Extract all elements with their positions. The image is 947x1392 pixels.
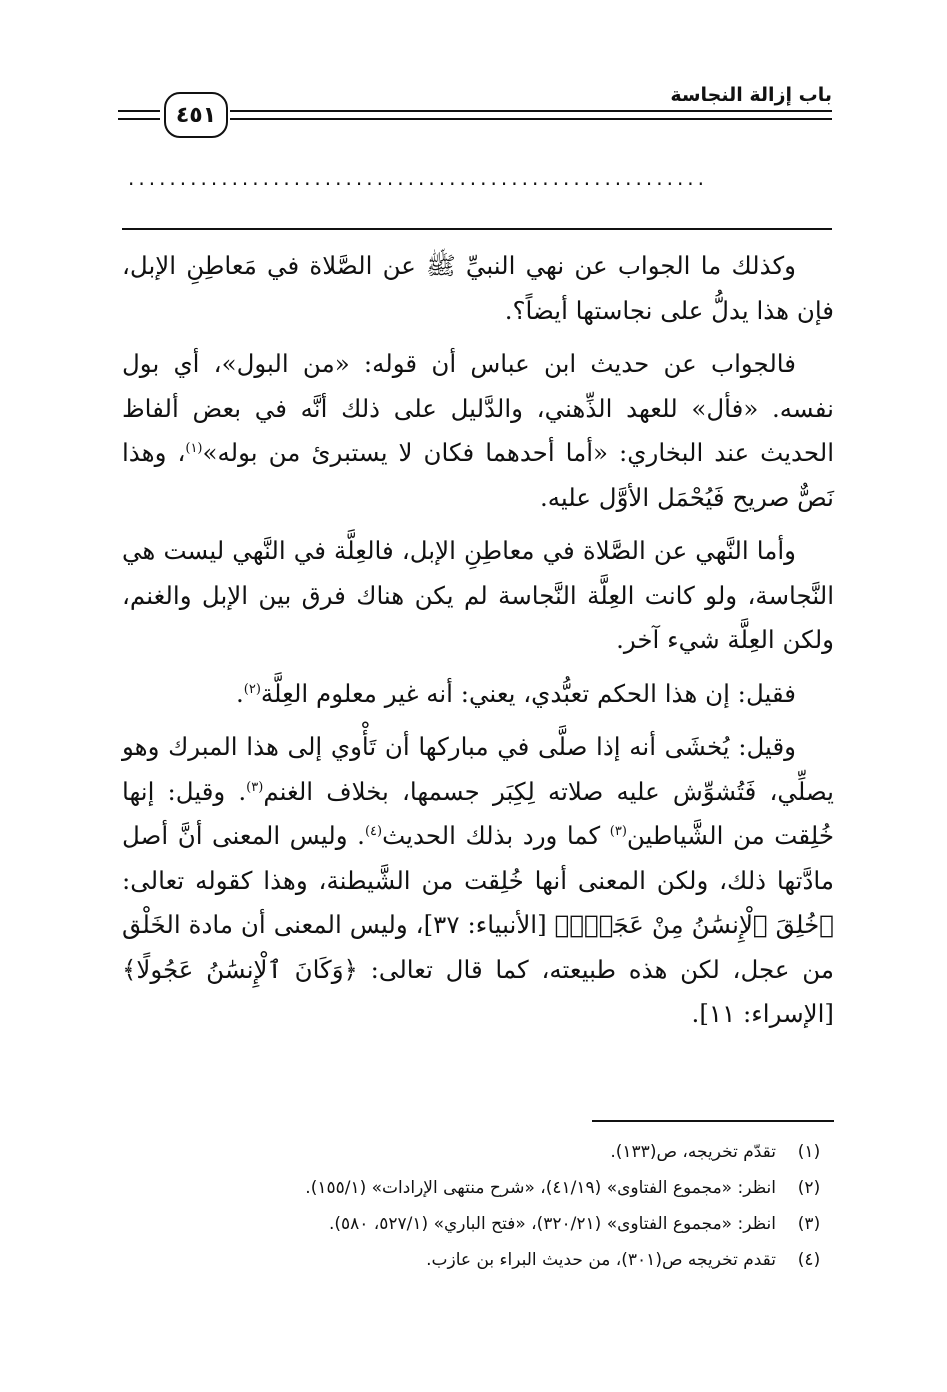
paragraph: وكذلك ما الجواب عن نهي النبيِّ ﷺ عن الصَّلاة في مَعاطِنِ الإبل، فإن هذا يدلُّ على نجاستها أيضاً؟.	[122, 251, 834, 325]
footnote-number: (٢)	[797, 1178, 821, 1198]
header-rule	[118, 110, 160, 112]
footnote-ref: (٣)	[246, 779, 264, 795]
footnote-text: تقدّم تخريجه، ص(١٣٣).	[610, 1142, 776, 1162]
paragraph: وقيل: يُخشَى أنه إذا صلَّى في مباركها أن تَأْوي إلى هذا المبرك وهو يصلِّي، فَتُشوِّش عليه صلاته لِكِبَر جسمها، بخلاف الغنم$^{(٣)}$. وقيل: إنها خُلِقت من الشَّياطين$^{(٣)}$ كما ورد بذلك الحديث$^{(٤)}$. وليس المعنى أنَّ أصل مادَّتها ذلك، ولكن المعنى أنها خُلِقت من الشَّيطنة، وهذا كقوله تعالى: ﴿خُلِقَ ٱلْإِنسَٰنُ مِنْ عَجَلٍۚ﴾ [الأنبياء: ٣٧]، وليس المعنى أن مادة الخَلْق من عجل، لكن هذه طبيعته، كما قال تعالى: ﴿وَكَانَ ٱلْإِنسَٰنُ عَجُولًا﴾ [الإسراء: ١١].	[122, 732, 834, 1028]
paragraph: فالجواب عن حديث ابن عباس أن قوله: «من البول»، أي بول نفسه. «فأل» للعهد الذِّهني، والدَّليل على ذلك أنَّه في بعض ألفاظ الحديث عند البخاري: «أما أحدهما فكان لا يستبرئ من بوله»$^{(١)}$، وهذا نَصٌّ صريح فَيُحْمَل الأوَّل عليه.	[122, 349, 834, 512]
footnote	[122, 1242, 834, 1278]
footnote-text: انظر: «مجموع الفتاوى» (٣٢٠/٢١)، «فتح الباري» (٥٢٧/١، ٥٨٠).	[328, 1214, 776, 1234]
page-number: ٤٥١	[164, 92, 228, 138]
main-text	[122, 244, 834, 1046]
footnote-ref: (١)	[185, 440, 203, 456]
footnote	[122, 1170, 834, 1206]
footnote-number: (٤)	[797, 1250, 821, 1270]
footnote-divider	[592, 1120, 834, 1122]
footnote-text: تقدم تخريجه ص(٣٠١)، من حديث البراء بن عازب.	[426, 1250, 776, 1270]
footnote-ref: (٣)	[609, 823, 627, 839]
footnote-ref: (٢)	[243, 681, 261, 697]
header-rule	[230, 118, 832, 120]
top-divider	[122, 228, 832, 230]
paragraph: فقيل: إن هذا الحكم تعبُّدي، يعني: أنه غير معلوم العِلَّة$^{(٢)}$.	[235, 678, 796, 708]
page-header	[118, 84, 832, 146]
footnote-text: انظر: «مجموع الفتاوى» (٤١/١٩)، «شرح منتهى الإرادات» (١٥٥/١).	[305, 1178, 776, 1198]
dotted-separator: ........................................................	[128, 168, 709, 188]
running-title: باب إزالة النجاسة	[670, 84, 832, 106]
footnote-number: (٣)	[797, 1214, 821, 1234]
header-rule	[118, 118, 160, 120]
footnote-ref: (٤)	[364, 823, 383, 839]
footnote	[122, 1206, 834, 1242]
footnote	[122, 1134, 834, 1170]
header-rule	[230, 110, 832, 112]
footnotes	[122, 1134, 834, 1278]
footnote-number: (١)	[797, 1142, 821, 1162]
paragraph: وأما النَّهي عن الصَّلاة في معاطِنِ الإبل، فالعِلَّة في النَّهي ليست هي النَّجاسة، ولو كانت العِلَّة النَّجاسة لم يكن هناك فرق بين الإبل والغنم، ولكن العِلَّة شيء آخر.	[122, 536, 834, 654]
